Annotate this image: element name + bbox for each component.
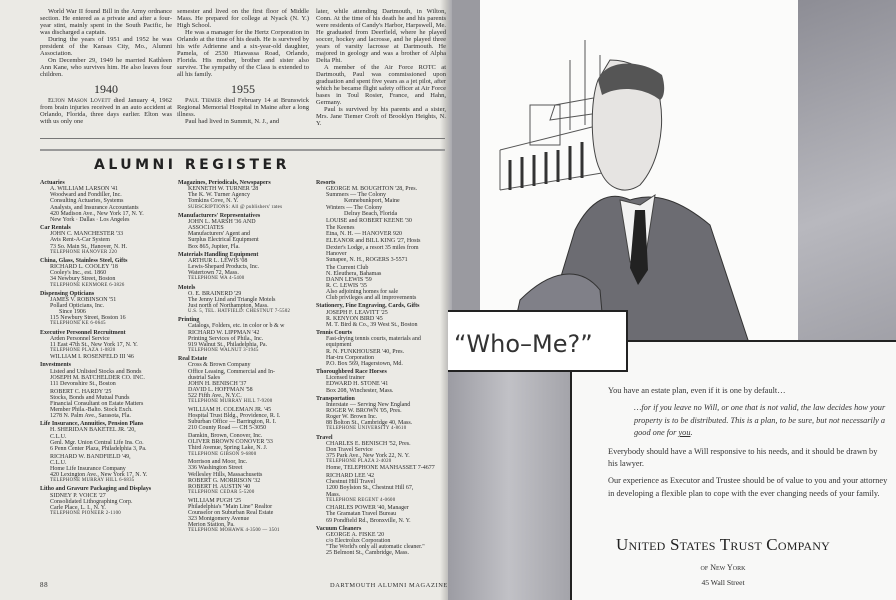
company-name: United States Trust Company	[616, 535, 830, 554]
entry-line: c/o Electrolux Corporation	[326, 538, 391, 545]
entry-line: Box 208, Winchester, Mass.	[326, 387, 394, 394]
register-category: Life Insurance, Annuities, Pension Plans	[40, 421, 144, 428]
entry-line: R. N. FUNKHOUSER '40, Pres.	[326, 348, 405, 355]
entry-line: 6 Penn Center Plaza, Philadelphia 3, Pa.	[50, 445, 147, 452]
entry-line: ASSOCIATES	[188, 225, 224, 232]
register-entry	[40, 454, 176, 485]
register-column-3	[316, 178, 452, 558]
paragraph: Paul is survived by his parents and a sister, Mrs. Jane Tiemer Croft of Brooklyn Heights, N. Y.	[316, 106, 446, 127]
entry-line: 11 East 47th St., New York 17, N. Y.	[50, 341, 138, 348]
entry-line: TELEPHONE WALNUT 3-1945	[188, 348, 259, 354]
entry-line: TELEPHONE PIONEER 2-1100	[50, 510, 121, 516]
entry-line: Summers — The Colony	[326, 192, 387, 199]
entry-line: 69 Pondfield Rd., Bronxville, N. Y.	[326, 517, 411, 524]
register-entry	[316, 310, 452, 328]
entry-line: Counselor on Suburban Real Estate	[188, 509, 274, 516]
register-column-1	[40, 178, 176, 519]
register-category: Car Rentals	[40, 225, 71, 232]
entry-line: The Jenny Lind and Triangle Motels	[188, 296, 276, 303]
register-entry	[178, 323, 314, 354]
register-entry	[316, 532, 452, 557]
register-entry	[178, 219, 314, 250]
entry-line: 25 Belmont St., Cambridge, Mass.	[326, 550, 409, 557]
entry-line: 1200 Boylston St., Chestnut Hill 67,	[326, 485, 414, 492]
obituary-column-1	[40, 8, 172, 125]
entry-line: 111 Devonshire St., Boston	[50, 380, 116, 387]
entry-line: Hospital Trust Bldg., Providence, R. I.	[188, 413, 281, 420]
register-category: Investments	[40, 362, 71, 369]
entry-line: Philadelphia's "Main Line" Realtor	[188, 503, 273, 510]
register-entry	[316, 473, 452, 504]
paragraph: During the years of 1951 and 1952 he was president of the Kansas City, Mo., Alumni Association.	[40, 36, 172, 57]
ad-paragraph: You have an estate plan, even if it is one by default…	[608, 386, 786, 395]
register-category: China, Glass, Stainless Steel, Gifts	[40, 257, 128, 264]
register-entry	[178, 459, 314, 496]
entry-line: Analysts, and Insurance Accountants	[50, 204, 139, 211]
entry-line: Har-tru Corporation	[326, 354, 375, 361]
ad-paragraph: Everybody should have a Will responsive to his needs, and it should be drawn by his lawyer.	[608, 446, 878, 469]
entry-line: ROBERT H. AUSTIN '40	[188, 483, 251, 490]
register-category: Actuaries	[40, 180, 65, 186]
entry-line: 1278 N. Palm Ave., Sarasota, Fla.	[50, 413, 131, 420]
entry-line: Listed and Unlisted Stocks and Bonds	[50, 368, 142, 375]
entry-line: TELEPHONE KE 6-0645	[50, 321, 106, 327]
entry-line: M. T. Bird & Co., 39 West St., Boston	[326, 321, 418, 328]
entry-line: JAMES V. ROBINSON '51	[50, 296, 117, 303]
entry-line: The Current Club	[326, 264, 369, 271]
entry-line: TELEPHONE GIBSON 9-6800	[188, 451, 257, 457]
entry-line: TELEPHONE HANOVER 220	[50, 249, 118, 255]
entry-line: ELEANOR and BILL KING '27, Hosts	[326, 238, 421, 245]
entry-line: 88 Bolton St., Cambridge 40, Mass.	[326, 420, 413, 427]
entry-line: Pollard Opticians, Inc.	[50, 302, 104, 309]
register-category: Dispensing Opticians	[40, 290, 95, 297]
ad-quote-text: …for if you leave no Will, or one that is not valid, the law decides how your property is to be distributed. This is a plan, to be sure, but not necessarily a good one for	[634, 403, 886, 438]
entry-line: Cooley's Inc., est. 1860	[50, 270, 107, 277]
entry-line: Third Avenue, Spring Lake, N. J.	[188, 445, 268, 452]
entry-line: Arden Personnel Service	[50, 335, 110, 342]
entry-line: SIDNEY P. VOICE '27	[50, 492, 106, 499]
entry-line: TELEPHONE MOHAWK 4-3500 — 3501	[188, 528, 280, 534]
entry-line: Stocks, Bonds and Mutual Funds	[50, 394, 130, 401]
entry-line: GEORGE M. BOUGHTON '28, Pres.	[326, 186, 418, 193]
paragraph: On December 29, 1949 he married Kathleen Ann Kane, who survives him. He also leaves four children.	[40, 57, 172, 78]
register-entry	[178, 258, 314, 283]
entry-line: Licensed trainer	[326, 375, 365, 382]
entry-line: "The World's only all automatic cleaner."	[326, 544, 425, 551]
register-entry	[316, 505, 452, 523]
register-entry	[316, 441, 452, 472]
entry-line: KENNETH W. TURNER '28	[188, 186, 259, 193]
entry-line: TELEPHONE PLAZA 1-0820	[50, 348, 116, 354]
register-entry	[316, 218, 452, 236]
entry-line: O. E. BRAINERD '29	[188, 290, 242, 297]
entry-line: Tomkins Cove, N. Y.	[188, 198, 239, 205]
register-entry	[178, 186, 314, 211]
entry-line: Fast-drying tennis courts, materials and	[326, 336, 421, 343]
entry-line: 210 County Road — CH 5-3050	[188, 425, 267, 432]
entry-line: Interstate — Serving New England	[326, 401, 411, 408]
entry-line: New York · Dallas · Los Angeles	[50, 216, 130, 223]
entry-line: Kennebunkport, Maine	[326, 198, 400, 205]
entry-line: SUBSCRIPTIONS: All @ publishers' rates	[188, 204, 283, 210]
entry-line: C.L.U.	[50, 433, 67, 440]
entry-line: RICHARD W. LIPPMAN '42	[188, 329, 260, 336]
entry-line: 919 Walnut St., Philadelphia, Pa.	[188, 341, 268, 348]
register-category: Motels	[178, 284, 196, 291]
entry-line: Cross & Brown Company	[188, 362, 251, 369]
entry-line: JOHN C. MANCHESTER '33	[50, 231, 124, 238]
entry-line: 34 Newbury Street, Boston	[50, 276, 116, 283]
entry-line: Also adjoining homes for sale	[326, 289, 398, 296]
entry-line: Delray Beach, Florida	[326, 210, 398, 217]
register-entry	[40, 231, 176, 256]
paragraph: Paul had lived in Summit, N. J., and	[185, 118, 280, 125]
entry-line: Catalogs, Folders, etc. in color or b & w	[188, 323, 285, 330]
entry-line: equipment	[326, 342, 352, 349]
entry-line: Surplus Electrical Equipment	[188, 237, 259, 244]
entry-line: Club privileges and all improvements	[326, 295, 417, 302]
entry-line: The K. W. Turner Agency	[188, 192, 250, 199]
entry-line: OLIVER BROWN CONOVER '33	[188, 439, 273, 446]
register-category: Vacuum Cleaners	[316, 525, 362, 532]
register-category: Litho and Gravure Packaging and Displays	[40, 486, 152, 493]
register-category: Transportation	[316, 395, 355, 402]
entry-line: TELEPHONE REGENT 4-0600	[326, 497, 396, 503]
entry-line: Lewis-Shepard Products, Inc.	[188, 264, 259, 271]
class-year-heading: 1955	[231, 82, 255, 96]
gray-stripe	[798, 0, 896, 346]
entry-line: RICHARD LEE '42	[326, 473, 375, 480]
entry-line: Sunapee, N. H., ROGERS 3-5571	[326, 256, 408, 263]
entry-line: 420 Lexington Ave., New York 17, N. Y.	[50, 472, 148, 479]
entry-line: The Keenes	[326, 224, 355, 231]
register-category: Executive Personnel Recruitment	[40, 329, 126, 336]
deceased-name: Paul Tiemer	[185, 97, 222, 104]
entry-line: DAVID L. HOFFMAN '58	[188, 387, 253, 393]
entry-line: TELEPHONE UNIVERSITY 4-8610	[326, 426, 407, 432]
entry-line: ROBERT G. MORRISON '32	[188, 477, 261, 484]
entry-line: JOSEPH F. LEAVITT '25	[326, 309, 388, 316]
entry-line: 323 Montgomery Avenue	[188, 516, 250, 523]
register-entry	[40, 186, 176, 223]
entry-line: Suburban Office — Barrington, R. I.	[188, 419, 277, 426]
magazine-footer: DARTMOUTH ALUMNI MAGAZINE	[330, 582, 448, 589]
entry-line: 115 Newbury Street, Boston 16	[50, 315, 126, 322]
paragraph	[40, 97, 172, 125]
divider	[40, 149, 445, 151]
register-entry	[40, 336, 176, 361]
entry-line: ROGER W. BROWN '05, Pres.	[326, 407, 402, 414]
register-entry	[40, 493, 176, 518]
entry-line: RICHARD L. COOLEY '18	[50, 264, 118, 271]
register-entry	[178, 291, 314, 316]
entry-line: LOUISE and ROBERT KEENE '30	[326, 218, 412, 225]
entry-line: Genl. Mgr. Union Central Life Ins. Co.	[50, 439, 144, 446]
register-category: Travel	[316, 434, 333, 441]
entry-line: Office Leasing, Commercial and In-	[188, 368, 276, 375]
entry-line: Roger W. Brown Inc.	[326, 414, 378, 421]
entry-line: WILLIAM I. ROSENFELD III '46	[50, 354, 134, 361]
obituary-column-2	[177, 8, 309, 125]
register-title: ALUMNI REGISTER	[94, 157, 290, 173]
entry-line: JOHN H. BENISCH '37	[188, 380, 247, 387]
entry-line: Box 865, Jupiter, Fla.	[188, 243, 240, 250]
register-category: Thoroughbred Race Horses	[316, 369, 387, 376]
entry-line: P.O. Box 569, Hagerstown, Md.	[326, 360, 403, 367]
register-category: Magazines, Periodicals, Newspapers	[178, 180, 271, 186]
entry-line: Etna, N. H. — HANOVER 920	[326, 230, 402, 237]
entry-line: 420 Madison Ave., New York 17, N. Y.	[50, 210, 144, 217]
register-category: Manufacturers' Representatives	[178, 212, 261, 219]
entry-line: N. Eleuthera, Bahamas	[326, 270, 382, 277]
entry-line: EDWARD H. STONE '41	[326, 381, 389, 388]
entry-line: JOSEPH M. BATCHELDER CO. INC.	[50, 374, 145, 381]
entry-line: Avis Rent-A-Car System	[50, 237, 110, 244]
gray-panel	[448, 372, 570, 600]
entry-line: Financial Consultant on Estate Matters	[50, 400, 144, 407]
entry-line: TELEPHONE MURRAY HILL 6-6835	[50, 478, 135, 484]
entry-line: 336 Washington Street	[188, 465, 243, 472]
entry-line: dustrial Sales	[188, 374, 221, 381]
paragraph: A member of the Air Force ROTC at Dartmouth, Paul was commissioned upon graduation and spent five years as a jet pilot, after which he became flight safety officer at Air Force bases in Toul Rosier, France, and Hahn, Germany.	[316, 64, 446, 106]
register-entry	[178, 433, 314, 458]
register-column-2	[178, 178, 314, 536]
entry-line: WILLIAM PUGH '25	[188, 497, 242, 504]
register-category: Resorts	[316, 180, 336, 186]
register-entry	[40, 427, 176, 452]
register-entry	[316, 238, 452, 263]
entry-line: Just north of Northampton, Mass.	[188, 302, 269, 309]
register-entry	[316, 375, 452, 393]
paragraph: He was a manager for the Hertz Corporation in Orlando at the time of his death. He is survived by his wife Adrienne and a six-year-old daughter, Pamela, of 2530 Hiawassa Road, Orlando, Florida. His mother, brother and sister also survive. The sympathy of the Class is extended to all his family.	[177, 29, 309, 78]
paragraph: later, while attending Dartmouth, in Wilton, Conn. At the time of his death he and his parents were residents of Candy's Harbor, Harpswell, Me. He graduated from Deerfield, where he played soccer, hockey and lacrosse, and he played three years of varsity lacrosse at Dartmouth. He majored in geology and was a brother of Alpha Delta Phi.	[316, 8, 446, 64]
entry-line: CHARLES POWER '40, Manager	[326, 505, 409, 512]
entry-line: Morrison and Moor, Inc.	[188, 459, 248, 466]
register-entry	[40, 369, 176, 387]
paragraph	[177, 97, 309, 118]
man-portrait-illustration	[480, 0, 798, 346]
deceased-name: Elton Mason Lovett	[48, 97, 111, 104]
entry-line: Mass.	[326, 491, 341, 498]
entry-line: Damkin, Brown, Conover, Inc.	[188, 433, 263, 440]
entry-line: WILLIAM H. COLEMAN JR. '45	[188, 406, 272, 413]
entry-line: GEORGE A. FISKE '20	[326, 531, 385, 538]
entry-line: A. WILLIAM LARSON '41	[50, 186, 118, 193]
entry-line: DANN LEWIS '59	[326, 276, 372, 283]
ad-quote-end: .	[690, 428, 693, 438]
register-entry	[40, 389, 176, 420]
entry-line: TELEPHONE PLAZA 2-4020	[326, 459, 392, 465]
divider	[40, 138, 445, 139]
entry-line: Dexter's Lodge, a resort 35 miles from	[326, 244, 419, 251]
entry-line: JOHN L. MARSH '36 AND	[188, 218, 256, 225]
register-category: Printing	[178, 317, 200, 324]
entry-line: R. KENYON BIRD '45	[326, 315, 383, 322]
register-category: Tennis Courts	[316, 330, 352, 337]
paragraph-text: died January 4, 1962 from brain injuries received in an auto accident at Orlando, Florida, three days earlier. Elton was with us only one	[40, 97, 173, 125]
entry-line: Merion Station, Pa.	[188, 522, 235, 529]
entry-line: Wellesley Hills, Massachusetts	[188, 471, 263, 478]
entry-line: Home, TELEPHONE MANHASSET 7-4677	[326, 465, 435, 472]
entry-line: C.L.U.	[50, 459, 67, 466]
register-category: Stationery, Fine Engraving, Cards, Gifts	[316, 303, 420, 310]
entry-line: The Gramatan Travel Bureau	[326, 511, 397, 518]
entry-line: Home Life Insurance Company	[50, 465, 126, 472]
entry-line: Chestnut Hill Travel	[326, 479, 376, 486]
paragraph: World War II found Bill in the Army ordnance section. He entered as a private and after a four-year stint, mainly spent in the South Pacific, he was discharged a captain.	[40, 8, 172, 36]
ad-body	[608, 385, 888, 505]
entry-line: TELEPHONE KENMORE 6-3826	[50, 282, 125, 288]
entry-line: Watertown 72, Mass.	[188, 270, 239, 277]
ad-quote-emphasis: you	[678, 428, 691, 438]
entry-line: Printing Services of Phila., Inc.	[188, 335, 264, 342]
entry-line: ARTHUR L. LEWIS '08	[188, 257, 248, 264]
entry-line: Hanover	[326, 250, 347, 257]
register-entry	[178, 498, 314, 535]
entry-line: ROBERT C. HARDY '25	[50, 388, 112, 395]
page-number: 88	[40, 581, 49, 589]
ad-headline: “Who–Me?”	[448, 310, 628, 372]
entry-line: Don Travel Service	[326, 446, 373, 453]
entry-line: 73 So. Main St., Hanover, N. H.	[50, 243, 128, 250]
ad-quote	[608, 402, 888, 439]
entry-line: R. C. LEWIS '35	[326, 283, 367, 289]
entry-line: TELEPHONE CEDAR 5-5200	[188, 490, 255, 495]
register-entry	[316, 186, 452, 217]
register-entry	[316, 336, 452, 367]
entry-line: Since 1906	[50, 309, 86, 316]
register-category: Materials Handling Equipment	[178, 251, 259, 258]
entry-line: Woodward and Fondiller, Inc.	[50, 192, 122, 199]
paragraph: semester and lived on the first floor of Middle Mass. He prepared for college at Nyack (N. Y.) High School.	[177, 8, 309, 29]
register-entry	[316, 265, 452, 302]
entry-line: TELEPHONE WA 4-5400	[188, 276, 245, 282]
entry-line: Manufacturers' Agent and	[188, 231, 251, 238]
register-entry	[40, 264, 176, 289]
entry-line: 522 Fifth Ave., N.Y.C.	[188, 393, 242, 400]
ad-paragraph: Our experience as Executor and Trustee should be of value to you and your attorney in developing a flexible plan to cope with the ever changing needs of your family.	[608, 476, 888, 498]
entry-line: CHARLES E. BENISCH '52, Pres.	[326, 440, 411, 447]
entry-line: Carle Place, L. I., N. Y.	[50, 504, 106, 511]
entry-line: 375 Park Ave., New York 22, N. Y.	[326, 453, 410, 460]
company-address: 45 Wall Street	[701, 578, 745, 587]
entry-line: TELEPHONE MURRAY HILL 7-9200	[188, 399, 273, 405]
register-entry	[316, 402, 452, 433]
entry-line: H. SHERIDAN BAKETEL JR. '20,	[50, 427, 136, 434]
company-subtitle: of New York	[700, 563, 746, 572]
class-year-heading: 1940	[94, 82, 118, 96]
paragraph-text: died February 14 at Brunswick Regional Memorial Hospital in Maine after a long illness.	[177, 97, 309, 118]
entry-line: RICHARD W. BANDFIELD '49,	[50, 453, 131, 460]
register-entry	[178, 407, 314, 432]
entry-line: Winters — The Colony	[326, 204, 383, 211]
entry-line: Consulting Actuaries, Systems	[50, 198, 124, 205]
entry-line: U.S. 5, TEL. HATFIELD: CHESTNUT 7-5502	[188, 309, 291, 315]
register-entry	[178, 362, 314, 405]
obituary-column-3	[316, 8, 446, 127]
entry-line: Consolidated Lithographing Corp.	[50, 498, 133, 505]
register-category: Real Estate	[178, 356, 208, 363]
register-entry	[40, 297, 176, 328]
entry-line: Member Phila.-Balto. Stock Exch.	[50, 406, 133, 413]
